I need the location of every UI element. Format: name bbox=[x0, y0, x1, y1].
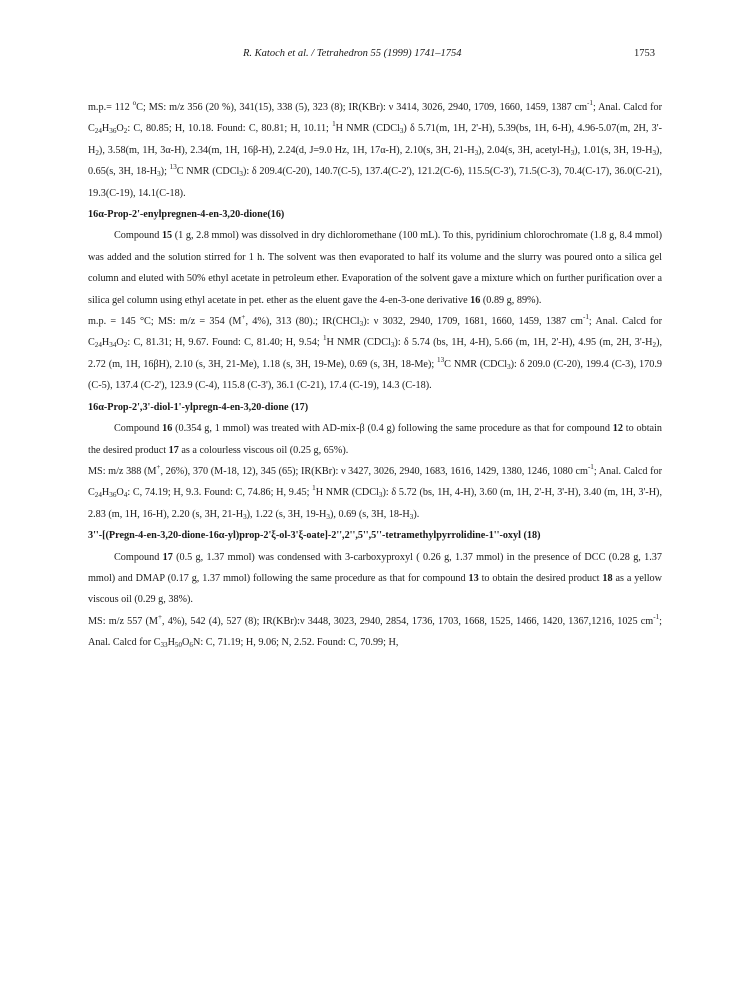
body-paragraph bbox=[88, 418, 662, 461]
subscript-text: 50 bbox=[174, 641, 183, 650]
text-run: C; MS: m/z 356 (20 %), 341(15), 338 (5), 323 (8); IR(KBr): ν 3414, 3026, 2940, 1709, 1660, 1459, 1387 cm bbox=[136, 102, 588, 113]
text-run: (1 g, 2.8 mmol) was dissolved in dry dichloromethane (100 mL). To this, pyridinium chlorochromate (1.8 g, 8.4 mmol) was added and the solution stirred for 1 h. The solvent was then evaporated to half its volume and the slurry was poured onto a silica gel column and eluted with 50% ethyl acetate in petroleum ether. Evaporation of the solvent gave a mixture which on further purification over a silica gel column using ethyl acetate in pet. ether as the eluent gave the 4-en-3-one derivative bbox=[88, 230, 662, 306]
subscript-text: 3 bbox=[390, 341, 395, 350]
text-run: to obtain the desired product bbox=[88, 423, 662, 456]
text-run: as a yellow viscous oil (0.29 g, 38%). bbox=[88, 572, 662, 606]
text-run: ; Anal. Calcd for C bbox=[88, 316, 662, 349]
text-run: : C, 81.31; H, 9.67. Found: C, 81.40; H, 9.54; bbox=[127, 337, 323, 349]
text-run: Compound bbox=[114, 423, 163, 435]
text-run: 3''-[(Pregn-4-en-3,20-dione-16α-yl)prop-2'ξ-ol-3'ξ-oate]-2'',2'',5'',5''-tetramethylpyrrolidine-1''-oxyl (18) bbox=[88, 530, 541, 542]
text-run: ; Anal. Calcd for C bbox=[88, 102, 662, 135]
text-run: Compound bbox=[114, 230, 162, 242]
text-run: as a colourless viscous oil (0.25 g, 65%). bbox=[178, 444, 349, 456]
text-run: (0.5 g, 1.37 mmol) was condensed with 3-carboxyproxyl ( 0.26 g, 1.37 mmol) in the presence of DCC (0.28 g, 1.37 mmol) and DMAP (0.17 g, 1.37 mmol) following the same procedure as that for compound bbox=[88, 551, 662, 584]
compound-number: 17 bbox=[168, 444, 179, 456]
subscript-text: 3 bbox=[359, 320, 364, 329]
section-heading bbox=[88, 204, 662, 225]
text-run: N: C, 71.19; H, 9.06; N, 2.52. Found: C, 70.99; H, bbox=[192, 637, 399, 649]
text-run: ), 3.58(m, 1H, 3α-H), 2.34(m, 1H, 16β-H), 2.24(d, J=9.0 Hz, 1H, 17α-H), 2.10(s, 3H, 21-H bbox=[98, 144, 475, 156]
subscript-text: 24 bbox=[94, 491, 102, 500]
text-run: (0.354 g, 1 mmol) was treated with AD-mix-β (0.4 g) following the same procedure as that for compound bbox=[172, 423, 613, 435]
text-run: ), 2.04(s, 3H, acetyl-H bbox=[478, 144, 571, 156]
text-run: 16α-Prop-2'-enylpregnen-4-en-3,20-dione(16) bbox=[88, 209, 285, 221]
text-run: m.p.= 112 bbox=[88, 102, 133, 113]
text-run: H bbox=[101, 487, 110, 499]
text-run: MS: m/z 388 (M bbox=[88, 465, 157, 477]
text-run: Compound bbox=[114, 551, 163, 563]
text-run: H NMR (CDCl bbox=[315, 487, 379, 499]
superscript-text: 1 bbox=[312, 484, 316, 493]
subscript-text: 6 bbox=[189, 641, 193, 650]
text-run: ): ν 3032, 2940, 1709, 1681, 1660, 1459, 1387 cm bbox=[363, 316, 583, 328]
subscript-text: 3 bbox=[157, 170, 161, 179]
running-title: R. Katoch et al. / Tetrahedron 55 (1999) 1741–1754 bbox=[243, 48, 462, 59]
subscript-text: 3 bbox=[378, 491, 383, 500]
text-run: O bbox=[182, 637, 190, 649]
text-run: ), 1.01(s, 3H, 19-H bbox=[574, 144, 653, 156]
text-run: ): δ 209.0 (C-20), 199.4 (C-3), 170.9 (C-5), 137.4 (C-2'), 123.9 (C-4), 115.8 (C-3'), 36.1 (C-21), 17.4 (C-19), 14.3 (C-18). bbox=[88, 358, 662, 392]
subscript-text: 2 bbox=[95, 148, 99, 157]
text-run: ), 2.72 (m, 1H, 16βH), 2.10 (s, 3H, 21-Me), 1.18 (s, 3H, 19-Me), 0.69 (s, 3H, 18-Me); bbox=[88, 337, 663, 370]
body-paragraph bbox=[88, 547, 662, 611]
text-run: (0.89 g, 89%). bbox=[480, 294, 542, 306]
text-run: O bbox=[116, 123, 124, 135]
text-run: ; Anal. Calcd for C bbox=[88, 615, 662, 649]
text-run: m.p. = 145 °C; MS: m/z = 354 (M bbox=[88, 316, 242, 328]
text-run: , 26%), 370 (M-18, 12), 345 (65); IR(KBr): ν 3427, 3026, 2940, 1683, 1616, 1429, 1380, 1246, 1080 cm bbox=[160, 465, 588, 477]
compound-number: 12 bbox=[612, 423, 623, 435]
superscript-text: + bbox=[241, 313, 246, 322]
superscript-text: -1 bbox=[587, 462, 594, 471]
subscript-text: 3 bbox=[652, 148, 657, 157]
superscript-text: + bbox=[156, 462, 161, 471]
text-run: ) δ 5.71(m, 1H, 2'-H), 5.39(bs, 1H, 6-H), 4.96-5.07(m, 2H, 3'-H bbox=[88, 123, 662, 156]
compound-number: 13 bbox=[468, 572, 479, 584]
text-run: H bbox=[101, 337, 110, 349]
text-run: H bbox=[167, 637, 175, 649]
text-run: ), 1.22 (s, 3H, 19-H bbox=[246, 508, 327, 520]
subscript-text: 3 bbox=[243, 512, 247, 521]
superscript-text: 1 bbox=[332, 120, 336, 129]
section-heading bbox=[88, 525, 662, 546]
superscript-text: 1 bbox=[322, 334, 327, 343]
subscript-text: 2 bbox=[123, 127, 128, 136]
text-run: ): δ 209.4(C-20), 140.7(C-5), 137.4(C-2'), 121.2(C-6), 115.5(C-3'), 71.5(C-3), 70.4(C-17), 36.0(C-21), 19.3(C-19), 14.1(C-18). bbox=[88, 166, 662, 199]
section-heading bbox=[88, 397, 662, 418]
text-run: ), 0.69 (s, 3H, 18-H bbox=[329, 508, 410, 520]
text-run: , 4%), 313 (80).; IR(CHCl bbox=[245, 316, 360, 328]
body-paragraph bbox=[88, 611, 662, 654]
subscript-text: 2 bbox=[652, 341, 657, 350]
subscript-text: 3 bbox=[239, 170, 243, 179]
compound-number: 18 bbox=[602, 572, 613, 584]
text-run: ), 0.65(s, 3H, 18-H bbox=[88, 144, 662, 178]
subscript-text: 3 bbox=[399, 127, 404, 136]
superscript-text: 13 bbox=[169, 163, 177, 172]
subscript-text: 33 bbox=[160, 641, 168, 650]
subscript-text: 24 bbox=[94, 127, 102, 136]
text-run: to obtain the desired product bbox=[478, 572, 603, 584]
superscript-text: -1 bbox=[653, 612, 660, 621]
subscript-text: 4 bbox=[123, 491, 128, 500]
text-run: ; Anal. Calcd for C bbox=[88, 465, 662, 499]
compound-number: 16 bbox=[162, 423, 173, 435]
text-run: O bbox=[116, 487, 124, 499]
compound-number: 16 bbox=[470, 294, 481, 306]
text-run: : C, 74.19; H, 9.3. Found: C, 74.86; H, 9.45; bbox=[127, 487, 313, 499]
page-header bbox=[88, 48, 655, 64]
text-run: ): δ 5.74 (bs, 1H, 4-H), 5.66 (m, 1H, 2'-H), 4.95 (m, 2H, 3'-H bbox=[394, 337, 653, 349]
subscript-text: 36 bbox=[109, 491, 117, 500]
text-run: O bbox=[116, 337, 124, 349]
article-body bbox=[88, 97, 662, 654]
subscript-text: 24 bbox=[94, 341, 102, 350]
superscript-text: -1 bbox=[587, 99, 593, 107]
text-run: H NMR (CDCl bbox=[335, 123, 400, 135]
body-paragraph bbox=[88, 225, 662, 311]
subscript-text: 3 bbox=[474, 148, 479, 157]
subscript-text: 34 bbox=[109, 341, 117, 350]
compound-number: 15 bbox=[161, 230, 173, 242]
text-run: ); bbox=[160, 166, 170, 178]
body-paragraph bbox=[88, 97, 662, 204]
subscript-text: 3 bbox=[409, 512, 414, 521]
superscript-text: 13 bbox=[437, 355, 445, 364]
text-run: ): δ 5.72 (bs, 1H, 4-H), 3.60 (m, 1H, 2'-H, 3'-H), 3.40 (m, 1H, 3'-H), 2.83 (m, 1H, 16-H), 2.20 (s, 3H, 21-H bbox=[88, 487, 662, 520]
text-run: H NMR (CDCl bbox=[326, 337, 391, 349]
text-run: C NMR (CDCl bbox=[176, 166, 240, 178]
text-run: C NMR (CDCl bbox=[444, 358, 508, 370]
body-paragraph bbox=[88, 461, 662, 525]
subscript-text: 2 bbox=[123, 341, 128, 350]
body-paragraph bbox=[88, 311, 662, 397]
text-run: 16α-Prop-2',3'-diol-1'-ylpregn-4-en-3,20-dione (17) bbox=[88, 401, 309, 413]
page-number: 1753 bbox=[634, 48, 655, 59]
text-run: ). bbox=[413, 508, 420, 520]
subscript-text: 3 bbox=[507, 362, 511, 371]
text-run: H bbox=[101, 123, 110, 135]
text-run: MS: m/z 557 (M bbox=[88, 615, 158, 627]
text-run: , 4%), 542 (4), 527 (8); IR(KBr):ν 3448, 3023, 2940, 2854, 1736, 1703, 1668, 1525, 1466, 1420, 1367,1216, 1025 cm bbox=[162, 615, 654, 627]
superscript-text: + bbox=[157, 612, 163, 621]
superscript-text: -1 bbox=[582, 313, 589, 322]
subscript-text: 3 bbox=[570, 148, 575, 157]
text-run: : C, 80.85; H, 10.18. Found: C, 80.81; H, 10.11; bbox=[127, 123, 333, 135]
superscript-text: o bbox=[132, 99, 137, 107]
compound-number: 17 bbox=[162, 551, 173, 563]
subscript-text: 3 bbox=[326, 512, 330, 521]
subscript-text: 36 bbox=[109, 127, 117, 136]
